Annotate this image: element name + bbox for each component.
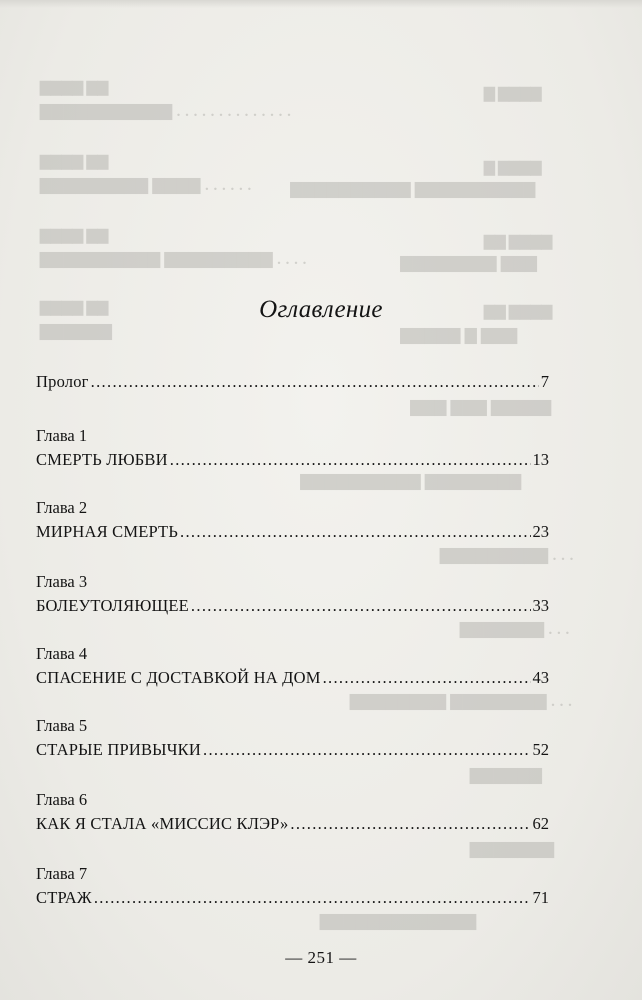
chapter-number: Глава 4	[36, 644, 88, 663]
toc-entry-chapter-7[interactable]	[36, 888, 549, 908]
toc-entry-page: 52	[532, 740, 549, 759]
leader-dots	[180, 522, 530, 542]
leader-dots	[94, 888, 531, 908]
leader-dots	[91, 372, 539, 392]
chapter-number: Глава 2	[36, 498, 88, 517]
toc-entry-label: СТАРЫЕ ПРИВЫЧКИ	[36, 740, 201, 759]
toc-entry-chapter-2[interactable]	[36, 522, 549, 542]
toc-entry-page: 23	[532, 522, 549, 541]
toc-entry-page: 71	[532, 888, 549, 907]
chapter-number: Глава 1	[36, 426, 88, 445]
page-top-shadow	[0, 0, 642, 8]
page-title: Оглавление	[259, 296, 383, 323]
toc-entry-label: СТРАЖ	[36, 888, 92, 907]
bleed-through-text: ▇▇▇▇ ▇▇ ▇▇▇▇▇▇▇▇▇▇▇ . . . . . . . . . . . . . . ▇▇▇▇ ▇▇ ▇▇▇▇▇▇▇▇▇ ▇▇▇▇ . . . . . . ▇▇▇▇ ▇▇ ▇▇▇▇▇▇▇▇▇▇ ▇▇▇▇▇▇▇▇▇ . . . . ▇▇▇▇ ▇▇ ▇▇▇▇▇▇ ▇▇▇▇ ▇ ▇▇▇▇ ▇ ▇▇▇▇▇▇▇▇▇▇ ▇▇▇▇▇▇▇▇▇▇ ▇▇▇▇ ▇▇ ▇▇▇ ▇▇▇▇▇▇▇▇ ▇▇▇▇ ▇▇ ▇▇▇ ▇ ▇▇▇▇▇ ▇▇▇▇▇ ▇▇▇ ▇▇▇ ▇▇▇▇▇▇▇▇ ▇▇▇▇▇▇▇▇▇▇ ▇▇▇▇▇▇▇▇▇ . . . ▇▇▇▇▇▇▇ . . . ▇▇▇▇▇▇▇▇ ▇▇▇▇▇▇▇▇ . . . ▇▇▇▇▇▇ ▇▇▇▇▇▇▇ ▇▇▇▇▇▇▇▇▇▇▇▇▇	[40, 81, 574, 930]
toc-entry-prologue[interactable]	[36, 372, 549, 392]
toc-entry-chapter-5[interactable]	[36, 740, 549, 760]
toc-entry-label: БОЛЕУТОЛЯЮЩЕЕ	[36, 596, 189, 615]
toc-entry-label: СМЕРТЬ ЛЮБВИ	[36, 450, 168, 469]
toc-entry-label: КАК Я СТАЛА «МИССИС КЛЭР»	[36, 814, 289, 833]
toc-entry-page: 7	[540, 372, 549, 391]
toc-entry-page: 62	[532, 814, 549, 833]
chapter-number: Глава 5	[36, 716, 88, 735]
toc-entry-page: 13	[532, 450, 549, 469]
toc-entry-chapter-6[interactable]	[36, 814, 549, 834]
toc-entry-page: 33	[532, 596, 549, 615]
leader-dots	[290, 814, 530, 834]
leader-dots	[203, 740, 531, 760]
leader-dots	[323, 668, 531, 688]
toc-entry-page: 43	[532, 668, 549, 687]
chapter-number: Глава 6	[36, 790, 88, 809]
toc-entry-chapter-4[interactable]	[36, 668, 549, 688]
toc-entry-chapter-1[interactable]	[36, 450, 549, 470]
toc-entry-label: МИРНАЯ СМЕРТЬ	[36, 522, 179, 541]
toc-entry-label: Пролог	[36, 372, 89, 391]
chapter-number: Глава 3	[36, 572, 88, 591]
toc-entry-label: СПАСЕНИЕ С ДОСТАВКОЙ НА ДОМ	[36, 668, 321, 687]
page-number: — 251 —	[285, 948, 357, 967]
toc-entry-chapter-3[interactable]	[36, 596, 549, 616]
leader-dots	[191, 596, 531, 616]
leader-dots	[170, 450, 531, 470]
chapter-number: Глава 7	[36, 864, 88, 883]
